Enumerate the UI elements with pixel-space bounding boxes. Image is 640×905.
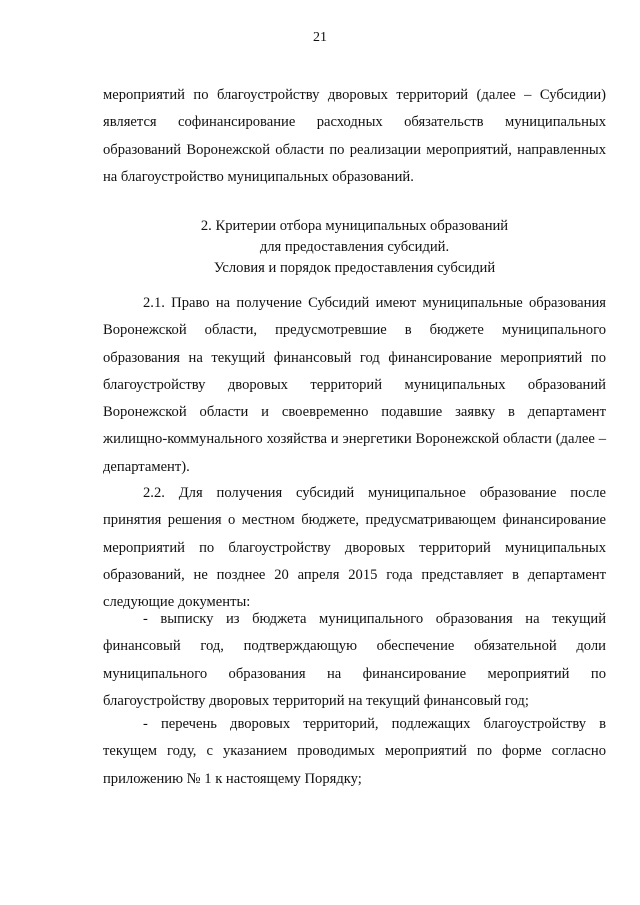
list-item-budget-extract: - выписку из бюджета муниципального образования на текущий финансовый год, подтверждающую обеспечение обязательной доли муниципального образования на финансирование мероприятий по благоустройству дворовых территорий на текущий финансовый год; (103, 611, 606, 709)
page-number: 21 (313, 30, 327, 45)
section-heading-line-3: Условия и порядок предоставления субсидий (213, 260, 496, 276)
section-heading-line-1: 2. Критерии отбора муниципальных образований (200, 218, 509, 234)
section-heading-line-2: для предоставления субсидий. (259, 239, 450, 255)
intro-paragraph: мероприятий по благоустройству дворовых территорий (далее – Субсидии) является софинансирование расходных обязательств муниципальных образований Воронежской области по реализации мероприятий, направленных на благоустройство муниципальных образований. (103, 87, 606, 185)
list-item-territory-list: - перечень дворовых территорий, подлежащих благоустройству в текущем году, с указанием проводимых мероприятий по форме согласно приложению № 1 к настоящему Порядку; (103, 716, 606, 787)
paragraph-2-1: 2.1. Право на получение Субсидий имеют муниципальные образования Воронежской области, предусмотревшие в бюджете муниципального образования на текущий финансовый год финансирование мероприятий по благоустройству дворовых территорий муниципальных образований Воронежской области и своевременно подавшие заявку в департамент жилищно-коммунального хозяйства и энергетики Воронежской области (далее – департамент). (103, 295, 606, 475)
section-heading (103, 216, 606, 279)
paragraph-2-2: 2.2. Для получения субсидий муниципальное образование после принятия решения о местном бюджете, предусматривающем финансирование мероприятий по благоустройству дворовых территорий муниципальных образований, не позднее 20 апреля 2015 года представляет в департамент следующие документы: (103, 485, 606, 611)
